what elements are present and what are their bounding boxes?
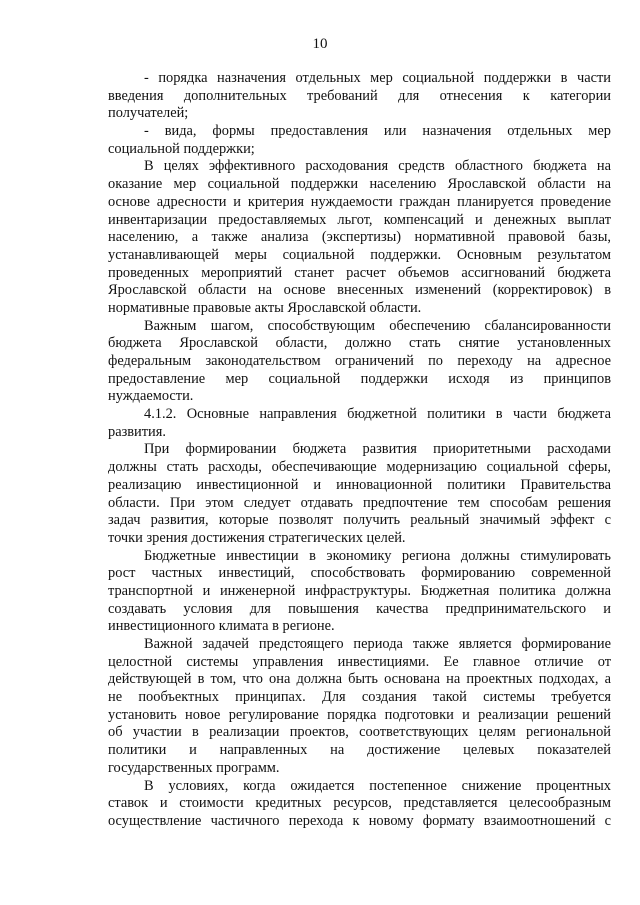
text-line: задач развития, которые позволят получить реальный значимый эффект с [108,512,611,529]
text-line: Важной задачей предстоящего периода также является формирование [144,636,611,652]
paragraph-development-budget [108,441,611,547]
text-line: проведенных мероприятий станет расчет объемов ассигнований бюджета [108,264,611,281]
text-line: введения дополнительных требований для отнесения к категории [108,87,611,104]
text-line: Ярославской области на основе внесенных изменений (корректировок) в [108,282,611,299]
text-line: точки зрения достижения стратегических целей. [108,529,406,546]
page-number: 10 [312,36,328,52]
text-line: нормативные правовые акты Ярославской области. [108,299,422,316]
paragraph-budget-investments [108,548,611,636]
text-line: нуждаемости. [108,388,194,405]
text-line: бюджета Ярославской области, должно стать снятие установленных [108,335,611,352]
text-line: При формировании бюджета развития приоритетными расходами [144,441,611,458]
text-line: основе адресности и критерия нуждаемости граждан планируется проведение [108,193,611,210]
paragraph-support-form [108,123,611,158]
document-body [108,70,611,831]
text-line: об участии в реализации проектов, соответствующих целям региональной [108,724,611,741]
paragraph-credit-conditions [108,778,611,831]
text-line: создавать условия для повышения качества предпринимательского и [108,600,611,617]
text-line: - вида, формы предоставления или назначения отдельных мер [144,123,611,140]
text-line: ставок и стоимости кредитных ресурсов, представляется целесообразным [108,795,611,812]
text-line: социальной поддержки; [108,140,255,157]
text-line: Важным шагом, способствующим обеспечению сбалансированности [144,317,611,334]
text-line: инвентаризации предоставляемых льгот, компенсаций и денежных выплат [108,211,611,228]
text-line: 4.1.2. Основные направления бюджетной политики в части бюджета [144,406,611,423]
text-line: не пообъектных принципах. Для создания такой системы требуется [108,689,611,706]
text-line: инвестиционного климата в регионе. [108,618,335,635]
text-line: области. При этом следует отдавать предпочтение тем способам решения [108,494,611,511]
text-line: государственных программ. [108,759,280,776]
paragraph-effective-spending [108,158,611,317]
text-line: получателей; [108,105,189,122]
text-line: должны стать расходы, обеспечивающие модернизацию социальной сферы, [108,459,611,476]
paragraph-section-heading [108,406,611,441]
paragraph-investment-system [108,636,611,778]
text-line: установить новое регулирование порядка подготовки и реализации решений [108,706,611,723]
text-line: рост частных инвестиций, способствовать формированию современной [108,565,611,582]
text-line: В целях эффективного расходования средств областного бюджета на [144,158,611,175]
text-line: предоставление мер социальной поддержки исходя из принципов [108,370,611,387]
text-line: реализацию инвестиционной и инновационной политики Правительства [108,476,611,493]
text-line: федеральным законодательством ограничений по переходу на адресное [108,353,611,369]
text-line: оказание мер социальной поддержки населению Ярославской области на [108,176,611,193]
text-line: населению, а также анализа (экспертизы) нормативной правовой базы, [108,229,611,246]
paragraph-appointment-order [108,70,611,123]
text-line: целостной системы управления инвестициями. Ее главное отличие от [108,653,611,670]
text-line: устанавливающей меры социальной поддержки. Основным результатом [108,246,611,263]
text-line: - порядка назначения отдельных мер социальной поддержки в части [144,70,611,86]
text-line: политики и направленных на достижение целевых показателей [108,742,611,759]
paragraph-balance-step [108,318,611,406]
text-line: В условиях, когда ожидается постепенное снижение процентных [144,777,611,794]
text-line: осуществление частичного перехода к новому формату взаимоотношений с [108,812,611,829]
text-line: Бюджетные инвестиции в экономику региона должны стимулировать [144,547,611,564]
text-line: действующей в том, что она должна быть основана на проектных подходах, а [108,671,611,688]
text-line: развития. [108,423,166,440]
text-line: транспортной и инженерной инфраструктуры. Бюджетная политика должна [108,582,611,599]
